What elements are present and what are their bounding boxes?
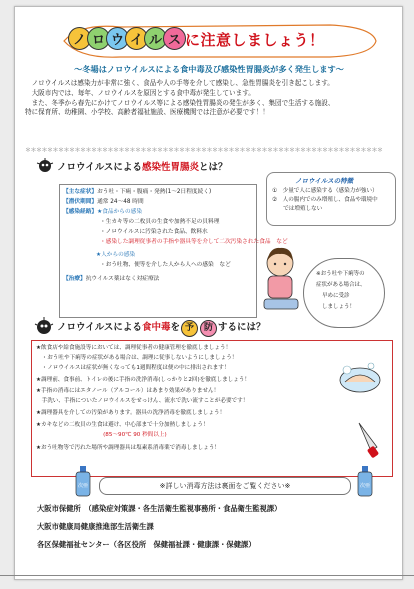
subtitle: ～冬場はノロウイルスによる食中毒及び感染性胃腸炎が多く発生します～ <box>74 64 344 74</box>
sick-child-illustration <box>258 239 304 319</box>
virus-icon <box>35 157 55 173</box>
info-row: ・ノロウイルスに汚染された食品、飲料水 <box>100 229 208 235</box>
info-row: ★人からの感染 <box>96 252 136 258</box>
handwash-illustration <box>335 352 385 396</box>
disinfectant-bottle-left <box>73 465 93 497</box>
title-char-1: ノ <box>68 27 91 50</box>
prevent-badge-1: 予 <box>181 320 198 337</box>
contact-line: 各区保健福祉センター（各区役所 保健福祉課・健康課・保健課） <box>37 540 256 549</box>
contact-line: 大阪市保健所 （感染症対策課・各生活衛生監視事務所・食品衛生監視課） <box>37 504 282 513</box>
info-row: 【感染経路】★食品からの感染 <box>63 209 143 215</box>
features-title: ノロウイルスの特徴 <box>295 177 354 185</box>
info-row: 【治療】抗ウイルス薬はなく対症療法 <box>63 276 160 282</box>
title-text: に注意しましょう！ <box>185 31 325 49</box>
feature-line: ① 少量で人に感染する（感染力が強い） <box>272 188 378 194</box>
star-divider: ＊＊＊＊＊＊＊＊＊＊＊＊＊＊＊＊＊＊＊＊＊＊＊＊＊＊＊＊＊＊＊＊＊＊＊＊＊＊＊＊＊＊＊＊＊＊＊＊＊＊＊＊＊＊＊＊＊＊＊＊＊＊＊＊＊ <box>25 147 383 154</box>
prevent-badge-2: 防 <box>200 320 217 337</box>
section1-heading-suffix: とは？ <box>198 162 228 173</box>
section1-heading <box>57 159 227 173</box>
section2-heading-prefix: ノロウイルスによる <box>57 322 142 333</box>
title-char-4: イ <box>125 27 148 50</box>
prevention-line: ★手指の消毒にはエタノール（アルコール）はあまり効果がありません！ <box>36 388 220 394</box>
info-row: 【主な症状】おう吐・下痢・腹痛・発熱(1～2日程度続く) <box>63 189 212 195</box>
prevention-line: ★調理器具を介しての汚染があります。器具の洗浄消毒を徹底しましょう！ <box>36 410 226 416</box>
section1-heading-highlight: 感染性胃腸炎 <box>141 162 199 173</box>
prevention-line: ★調理前、食事前、トイレの後に手指の洗浄消毒(しっかりと2回)を徹底しましょう！ <box>36 377 251 383</box>
title-char-5: ル <box>144 27 167 50</box>
info-row: ・おう吐物、便等を介した人から人への感染 など <box>100 262 231 268</box>
symptoms-box <box>59 184 288 318</box>
viewer-bottom-border <box>0 575 414 576</box>
info-row: 【潜伏期間】通常 24～48 時間 <box>63 199 144 205</box>
prevention-line: ★おう吐物等で汚れた場所や調理器具は塩素系消毒薬で消毒しましょう！ <box>36 445 221 451</box>
info-row: ・感染した調理従事者の手指や器具等を介して二次汚染された食品 など <box>100 239 288 245</box>
section2-heading <box>57 319 265 337</box>
prevention-line: (85～90℃ 90 秒間以上) <box>36 432 167 438</box>
disinfectant-bottle-right <box>355 465 375 497</box>
contact-line: 大阪市健康局健康推進部生活衛生課 <box>37 522 154 531</box>
bottle-label-right: 次亜 <box>359 483 371 489</box>
intro-line: 大阪市内では、毎年、ノロウイルスを原因とする食中毒が発生しています。 <box>25 88 255 97</box>
features-box <box>266 172 396 226</box>
section2-heading-suffix: するには？ <box>217 322 266 333</box>
bottle-label-left: 次亜 <box>77 483 89 489</box>
intro-line: 特に保育所、幼稚園、小学校、高齢者福祉施設、医療機関では注意が必要です！！ <box>25 108 269 117</box>
prevention-line: ・おう吐や下痢等の症状がある場合は、調理に従事しないようにしましょう！ <box>36 355 238 361</box>
prevention-line: 手洗い、手指についたノロウイルスをせっけん、流水で洗い流すことが必要です！ <box>36 398 249 404</box>
prevention-line: ★カキなどの二枚貝の生食は避け、中心部まで十分加熱しましょう！ <box>36 422 209 428</box>
section2-heading-mid: を <box>170 322 180 333</box>
info-row: ・生カキ等の二枚貝の生食や加熱不足の貝料理 <box>100 219 220 225</box>
intro-line: また、冬季から春先にかけてノロウイルス等による感染性胃腸炎の発生が多く、集団で生活する施設、 <box>25 98 335 107</box>
intro-paragraph <box>25 79 395 118</box>
prevention-line: ・ノロウイルスは症状が無くなっても1週間程度は便の中に排出されます！ <box>36 365 230 371</box>
section2-heading-highlight: 食中毒 <box>141 322 171 333</box>
feature-line: では増殖しない <box>272 206 323 212</box>
prevention-line: ★飲食店や給食施設等においては、調理従事者の健康管理を徹底しましょう！ <box>36 345 232 351</box>
title-char-6: ス <box>163 27 186 50</box>
title-char-3: ウ <box>106 27 129 50</box>
knife-illustration <box>351 417 385 461</box>
feature-line: ② 人の腸内でのみ増殖し、食品や環境中 <box>272 197 378 203</box>
see-doctor-bubble: ※おう吐や下痢等の 症状がある場合は、 早めに受診 しましょう！ <box>303 258 385 328</box>
flyer-page <box>14 6 403 580</box>
section1-heading-prefix: ノロウイルスによる <box>57 162 142 173</box>
intro-line: ノロウイルスは感染力が非常に強く、食品や人の手等を介して感染し、急性胃腸炎を引き起こします。 <box>25 79 334 87</box>
virus-monster-icon <box>33 316 55 336</box>
flyer-title <box>60 21 380 61</box>
detail-note: ※詳しい消毒方法は裏面をご覧ください※ <box>99 477 351 495</box>
title-char-2: ロ <box>87 27 110 50</box>
